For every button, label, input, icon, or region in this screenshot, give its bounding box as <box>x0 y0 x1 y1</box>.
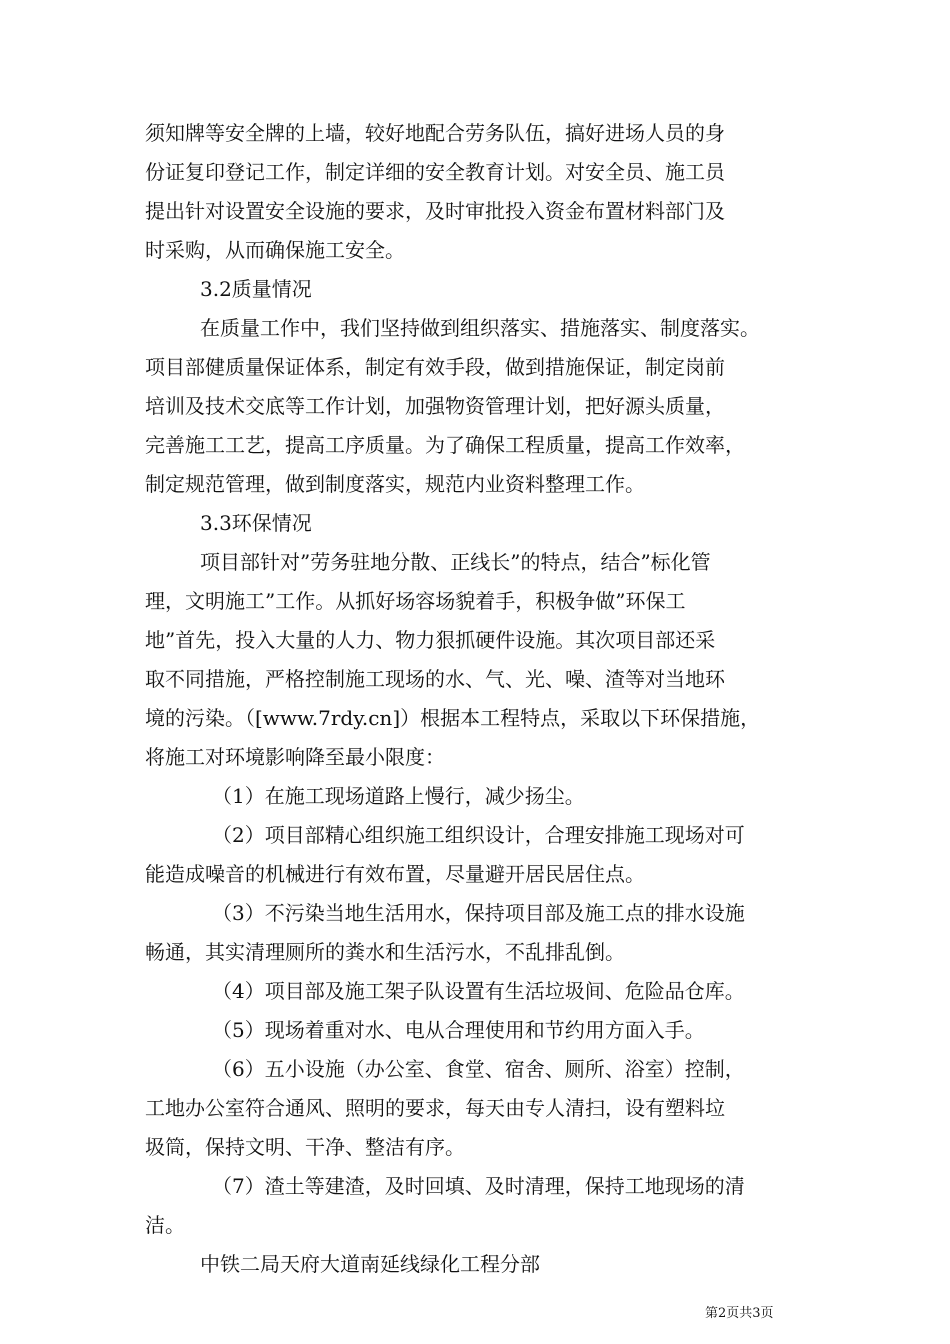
signature-line: 中铁二局天府大道南延线绿化工程分部 <box>200 1252 540 1276</box>
list-item: （3）不污染当地生活用水，保持项目部及施工点的排水设施 <box>212 901 745 925</box>
list-item: （2）项目部精心组织施工组织设计，合理安排施工现场对可 <box>212 823 745 847</box>
list-item: （4）项目部及施工架子队设置有生活垃圾间、危险品仓库。 <box>212 979 745 1003</box>
list-item: （6）五小设施（办公室、食堂、宿舍、厕所、浴室）控制， <box>212 1057 745 1081</box>
list-item: （5）现场着重对水、电从合理使用和节约用方面入手。 <box>212 1018 705 1042</box>
text-line: 工地办公室符合通风、照明的要求，每天由专人清扫，设有塑料垃 <box>145 1096 725 1120</box>
section-heading: 3.2质量情况 <box>200 277 312 301</box>
list-item: （1）在施工现场道路上慢行，减少扬尘。 <box>212 784 585 808</box>
text-line: 能造成噪音的机械进行有效布置，尽量避开居民居住点。 <box>145 862 645 886</box>
text-line: 圾筒，保持文明、干净、整洁有序。 <box>145 1135 465 1159</box>
text-line: 完善施工工艺，提高工序质量。为了确保工程质量，提高工作效率， <box>145 433 745 457</box>
page-number: 第2页共3页 <box>705 1306 774 1321</box>
text-line: 取不同措施，严格控制施工现场的水、气、光、噪、渣等对当地环 <box>145 667 725 691</box>
text-line: 在质量工作中，我们坚持做到组织落实、措施落实、制度落实。 <box>200 316 760 340</box>
text-line: 畅通，其实清理厕所的粪水和生活污水，不乱排乱倒。 <box>145 940 625 964</box>
text-line: 制定规范管理，做到制度落实，规范内业资料整理工作。 <box>145 472 645 496</box>
section-heading: 3.3环保情况 <box>200 511 312 535</box>
text-line: 培训及技术交底等工作计划，加强物资管理计划，把好源头质量， <box>145 394 725 418</box>
text-line: 项目部健质量保证体系，制定有效手段，做到措施保证，制定岗前 <box>145 355 725 379</box>
text-line: 须知牌等安全牌的上墙，较好地配合劳务队伍，搞好进场人员的身 <box>145 121 725 145</box>
text-line: 将施工对环境影响降至最小限度： <box>145 745 445 769</box>
text-line: 理，文明施工”工作。从抓好场容场貌着手，积极争做”环保工 <box>145 589 686 613</box>
text-line: 份证复印登记工作，制定详细的安全教育计划。对安全员、施工员 <box>145 160 725 184</box>
text-line: 境的污染。（[www.7rdy.cn]）根据本工程特点，采取以下环保措施， <box>145 706 761 730</box>
text-line: 时采购，从而确保施工安全。 <box>145 238 405 262</box>
text-line: 项目部针对”劳务驻地分散、正线长”的特点，结合”标化管 <box>200 550 711 574</box>
text-line: 地”首先，投入大量的人力、物力狠抓硬件设施。其次项目部还采 <box>145 628 716 652</box>
list-item: （7）渣土等建渣，及时回填、及时清理，保持工地现场的清 <box>212 1174 745 1198</box>
text-line: 提出针对设置安全设施的要求，及时审批投入资金布置材料部门及 <box>145 199 725 223</box>
text-line: 洁。 <box>145 1213 185 1237</box>
